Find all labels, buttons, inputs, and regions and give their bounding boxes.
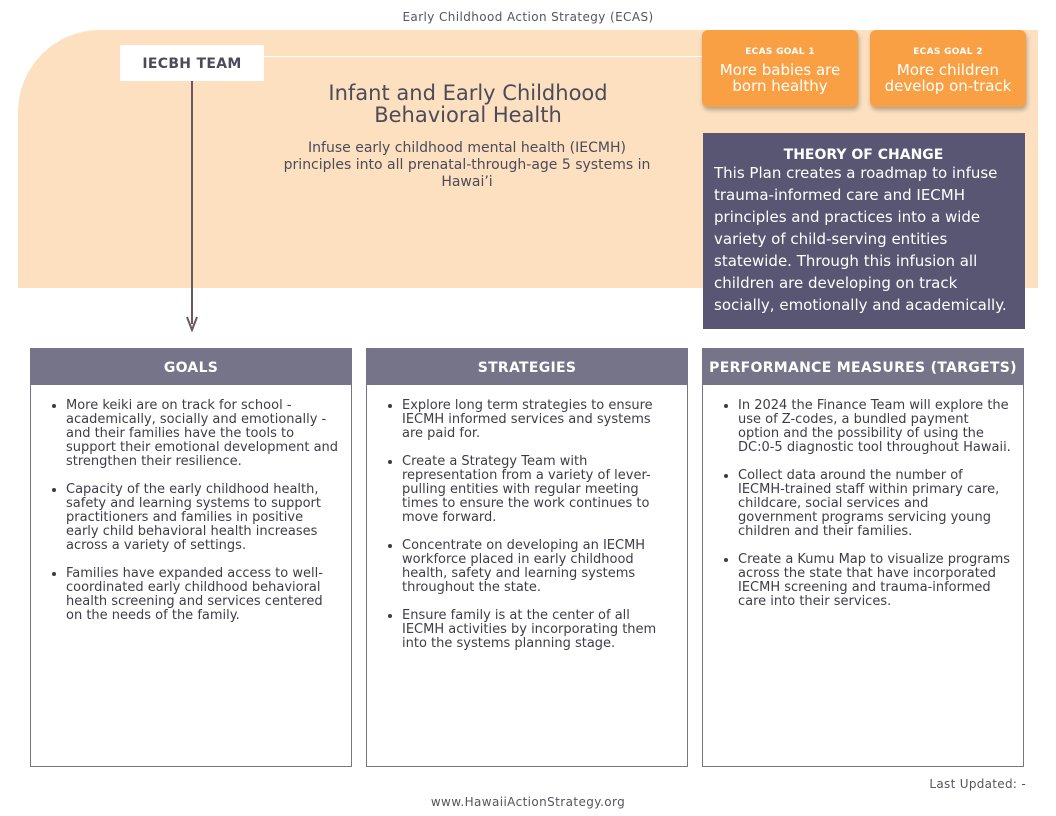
page-header-title: Early Childhood Action Strategy (ECAS)	[402, 10, 654, 24]
performance-measures-heading: PERFORMANCE MEASURES (TARGETS)	[703, 349, 1023, 385]
strategy-item: • Explore long term strategies to ensure IECMH informed services and systems are paid for.	[402, 399, 675, 441]
theory-of-change-heading: THEORY OF CHANGE	[783, 147, 944, 163]
plan-description: Infuse early childhood mental health (IECMH) principles into all prenatal-through-age 5 systems in Hawai’i	[283, 140, 651, 190]
goal-item: • Families have expanded access to well-coordinated early childhood behavioral health screening and services centered on the needs of the family.	[66, 567, 339, 623]
ecas-goal-text: More babies are born healthy	[719, 61, 841, 95]
arrow-down-icon	[186, 316, 198, 332]
flow-arrow-line	[191, 81, 193, 324]
measure-item: • In 2024 the Finance Team will explore the use of Z-codes, a bundled payment option and the possibility of using the DC:0-5 diagnostic tool throughout Hawaii.	[738, 399, 1011, 455]
ecas-goal-text: More children develop on-track	[884, 61, 1012, 95]
ecas-goal-card-1	[702, 30, 858, 107]
goals-heading: GOALS	[31, 349, 351, 385]
connector-line	[262, 56, 712, 57]
last-updated-text: Last Updated: -	[929, 777, 1026, 791]
strategies-column	[366, 348, 688, 767]
strategy-item: • Create a Strategy Team with representation from a variety of lever-pulling entities with regular meeting times to ensure the work continues to move forward.	[402, 455, 675, 525]
performance-measures-list	[703, 399, 1011, 609]
plan-title: Infant and Early Childhood Behavioral Health	[328, 81, 608, 127]
goal-item: • More keiki are on track for school - academically, socially and emotionally - and their families have the tools to support their emotional development and strengthen their resilience.	[66, 399, 339, 469]
strategies-list	[367, 399, 675, 651]
goals-column	[30, 348, 352, 767]
ecas-goal-label: ECAS GOAL 1	[745, 47, 815, 57]
team-label: IECBH TEAM	[120, 45, 264, 81]
measure-item: • Collect data around the number of IECMH-trained staff within primary care, childcare, social services and government programs servicing young children and their families.	[738, 469, 1011, 539]
strategy-item: • Ensure family is at the center of all IECMH activities by incorporating them into the systems planning stage.	[402, 609, 675, 651]
performance-measures-column	[702, 348, 1024, 767]
footer-url[interactable]: www.HawaiiActionStrategy.org	[430, 795, 626, 809]
goal-item: • Capacity of the early childhood health, safety and learning systems to support practitioners and families in positive early child behavioral health increases across a variety of settings.	[66, 483, 339, 553]
theory-of-change-body: This Plan creates a roadmap to infuse trauma-informed care and IECMH principles and practices into a wide variety of child-serving entities statewide. Through this infusion all children are developing on track socially, emotionally and academically.	[714, 164, 1007, 314]
goals-list	[31, 399, 339, 623]
ecas-goal-card-2	[870, 30, 1026, 107]
strategy-item: • Concentrate on developing an IECMH workforce placed in early childhood health, safety and learning systems throughout the state.	[402, 539, 675, 595]
measure-item: • Create a Kumu Map to visualize programs across the state that have incorporated IECMH screening and trauma-informed care into their services.	[738, 553, 1011, 609]
strategies-heading: STRATEGIES	[367, 349, 687, 385]
theory-of-change-box	[703, 133, 1025, 329]
ecas-goal-label: ECAS GOAL 2	[913, 47, 983, 57]
